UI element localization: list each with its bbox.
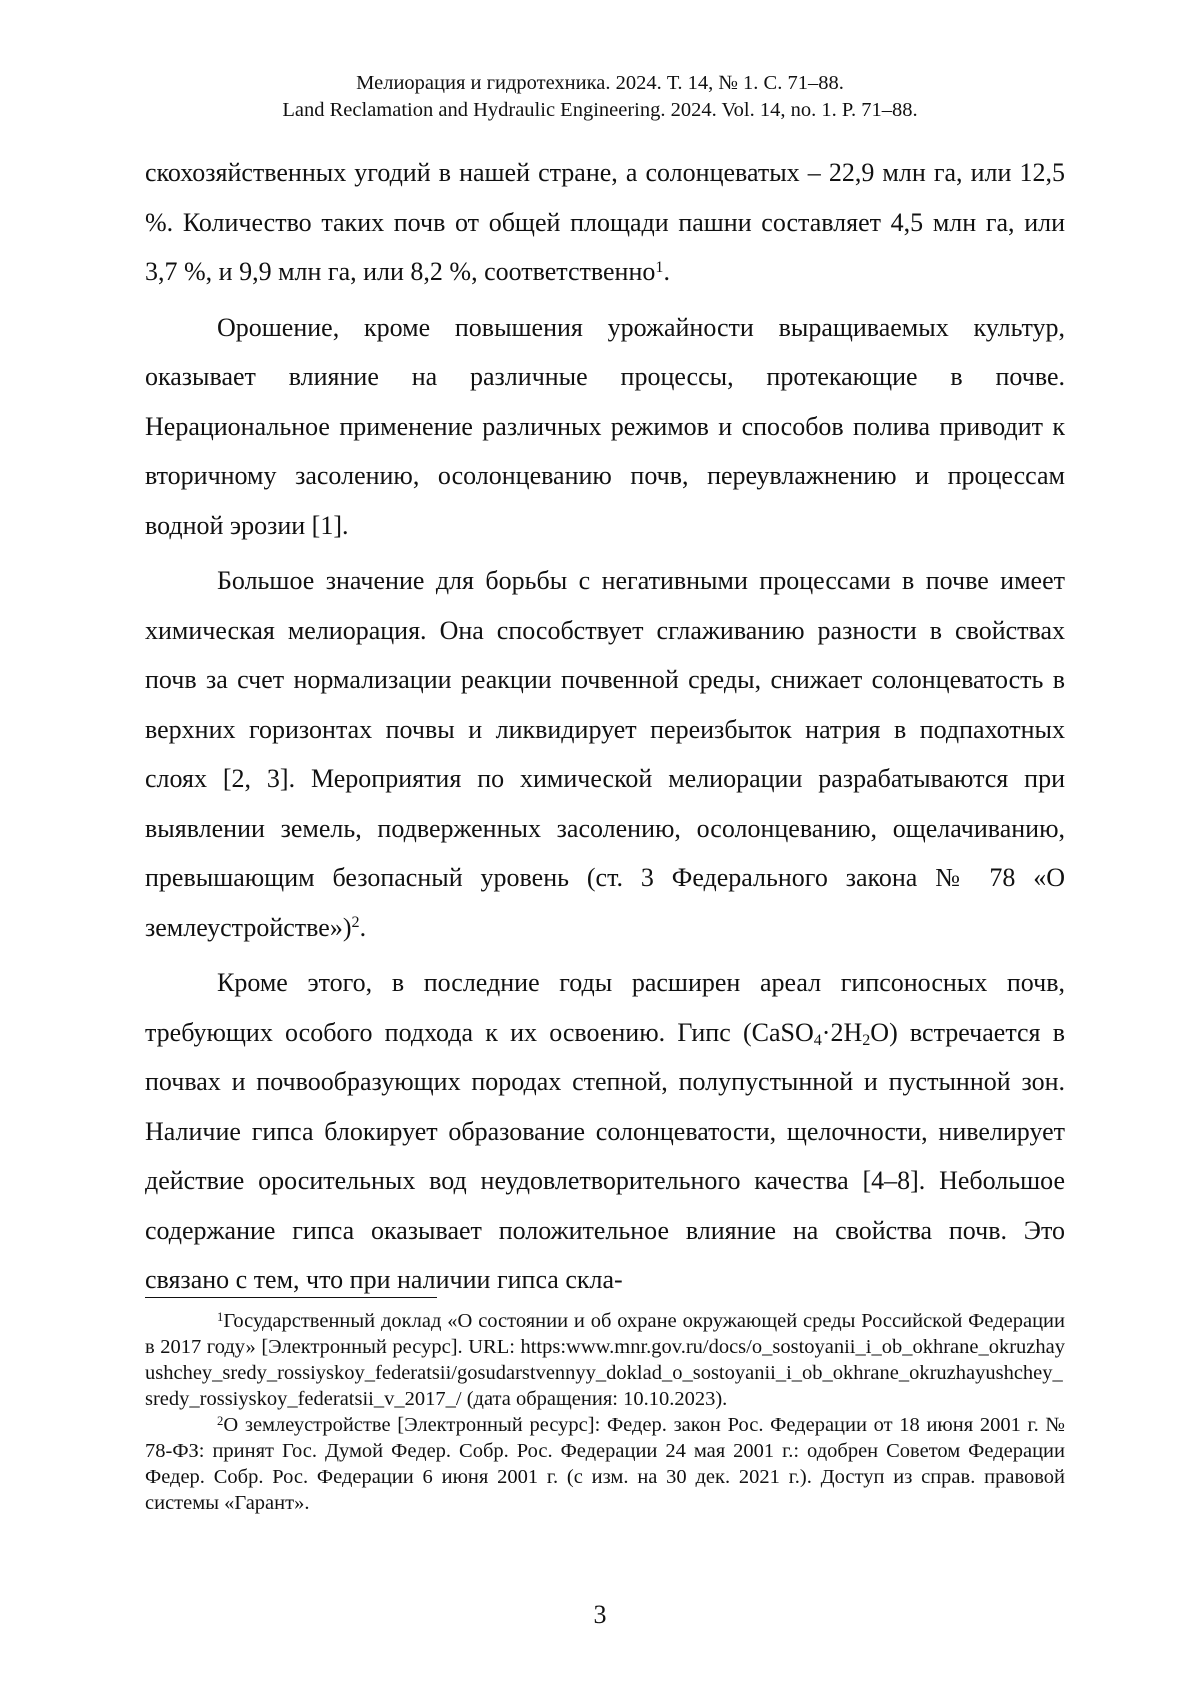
paragraph-3 [145,556,1065,952]
paragraph-1 [145,148,1065,297]
footnote-ref-2[interactable]: 2 [351,914,360,932]
footnote-2-text: О землеустройстве [Электронный ресурс]: Федер. закон Рос. Федерации от 18 июня 2001 г. № 78-ФЗ: принят Гос. Думой Федер. Собр. Рос. Федерации 24 мая 2001 г.: одобрен Советом Федерации Федер. Собр. Рос. Федерации 6 июня 2001 г. (с изм. на 30 дек. 2021 г.). Доступ из справ. правовой системы «Гарант». [145,1414,1065,1514]
footnote-separator [145,1297,437,1298]
footnote-2-number: 2 [217,1413,224,1428]
paragraph-3-end: . [359,912,367,942]
footnote-2 [145,1412,1065,1516]
subscript-4: 4 [813,1031,822,1049]
footnotes [145,1308,1065,1516]
paragraph-3-text: Большое значение для борьбы с негативными процессами в почве имеет химическая мелиорация. Она способствует сглаживанию разности в свойствах почв за счет нормализации реакции почвенной среды, снижает солонцеватость в верхних горизонтах почвы и ликвидирует переизбыток натрия в подпахотных слоях [2, 3]. Мероприятия по химической мелиорации разрабатываются при выявлении земель, подверженных засолению, осолонцеванию, ощелачиванию, превышающим безопасный уровень (ст. 3 Федерального закона № 78 «О землеустройстве») [145,566,1065,942]
footnote-1 [145,1308,1065,1412]
footnote-ref-1[interactable]: 1 [655,258,664,276]
paragraph-4-part-1: Кроме этого, в последние годы расширен ареал гипсоносных почв, требующих особого подхода к их освоению. Гипс (CaSO [145,968,1065,1047]
footnote-1-number: 1 [217,1309,224,1324]
page-number: 3 [593,1600,607,1629]
paragraph-4 [145,958,1065,1305]
running-header [0,70,1200,124]
header-line-en: Land Reclamation and Hydraulic Engineering. 2024. Vol. 14, no. 1. P. 71–88. [282,99,918,121]
paragraph-2: Орошение, кроме повышения урожайности выращиваемых культур, оказывает влияние на различные процессы, протекающие в почве. Нерациональное применение различных режимов и способов полива приводит к вторичному засолению, осолонцеванию почв, переувлажнению и процессам водной эрозии [1]. [145,312,1065,540]
paragraph-1-text: скохозяйственных угодий в нашей стране, а солонцеватых – 22,9 млн га, или 12,5 %. Количество таких почв от общей площади пашни составляет 4,5 млн га, или 3,7 %, и 9,9 млн га, или 8,2 %, соответственно [145,158,1065,286]
paragraph-4-part-2: ·2H [821,1017,863,1047]
footnote-1-tail: (дата обращения: 10.10.2023). [461,1388,728,1410]
footnote-1-url[interactable]: https:www.mnr.gov.ru/docs/o_sostoyanii_i_ob_okhrane_okruzhayushchey_sredy_rossiyskoy_federatsii/gosudarstvennyy_doklad_o_sostoyanii_i_ob_okhrane_okruzhayushchey_sredy_rossiyskoy_federatsii_v_2017_/ [145,1336,1065,1410]
paragraph-1-end: . [663,257,670,286]
paragraph-4-part-3: O) встречается в почвах и почвообразующих породах степной, полупустынной и пустынной зон. Наличие гипса блокирует образование солонцеватости, щелочности, нивелирует действие оросительных вод неудовлетворительного качества [4–8]. Небольшое содержание гипса оказывает положительное влияние на свойства почв. Это связано с тем, что при наличии гипса скла- [145,1017,1065,1294]
body-text [145,148,1065,1305]
subscript-2: 2 [862,1031,871,1049]
header-line-ru: Мелиорация и гидротехника. 2024. Т. 14, № 1. С. 71–88. [356,72,844,94]
footnote-1-text: Государственный доклад «О состоянии и об охране окружающей среды Российской Федерации в 2017 году» [Электронный ресурс]. URL: [145,1310,1065,1358]
